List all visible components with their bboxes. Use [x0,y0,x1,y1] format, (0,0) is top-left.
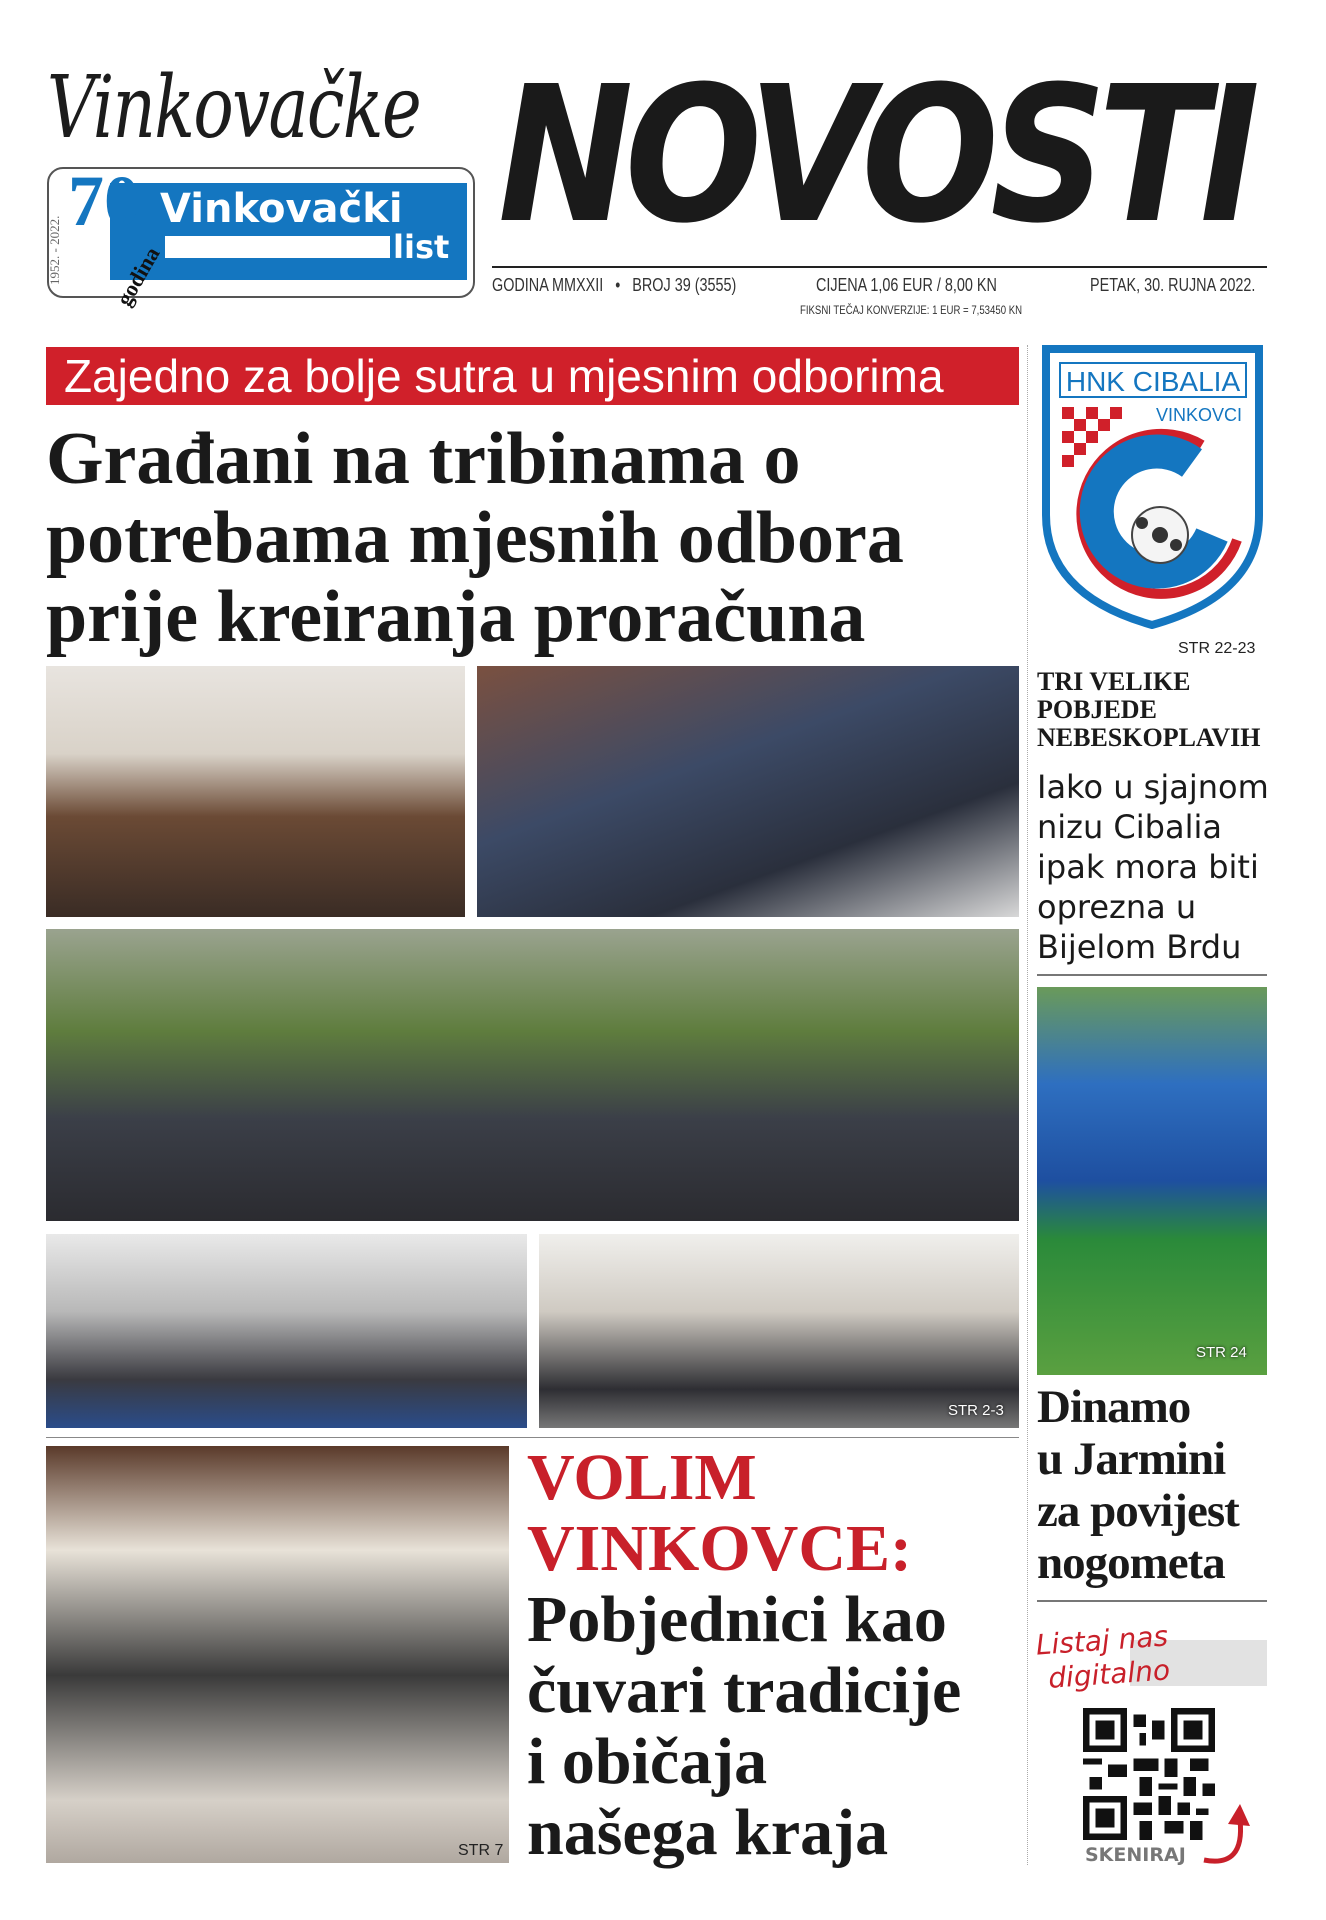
conversion-rate: FIKSNI TEČAJ KONVERZIJE: 1 EUR = 7,53450 KN [800,303,1023,317]
cta-line: digitalno [1047,1653,1172,1695]
year: GODINA MMXXII [492,275,604,295]
digital-cta [1035,1619,1172,1696]
photo-meeting-hall-4[interactable] [539,1234,1019,1428]
feature-headline-line: čuvari tradicije [527,1654,962,1727]
curved-arrow-icon [1200,1790,1256,1870]
dinamo-page-ref: STR 24 [1196,1344,1247,1361]
lead-page-ref: STR 2-3 [948,1402,1004,1419]
logo-godina: godina [111,242,165,310]
sidebar-rule [1037,1600,1267,1602]
feature-headline[interactable] [527,1442,961,1868]
title-line: za povijest [1037,1485,1239,1537]
logo-name: Vinkovački [160,186,403,232]
feature-page-ref: STR 7 [458,1842,504,1859]
scan-label: SKENIRAJ [1085,1844,1186,1866]
logo-list: list [393,228,450,266]
masthead-rule [492,266,1267,268]
year-label [492,275,736,296]
svg-text:HNK CIBALIA: HNK CIBALIA [1065,366,1241,397]
price: CIJENA 1,06 EUR / 8,00 KN [816,275,997,295]
title-line: u Jarmini [1037,1433,1226,1485]
hnk-cibalia-crest [1042,345,1263,629]
photo-meeting-hall-3[interactable] [46,1234,527,1428]
cta-line: Listaj nas [1034,1619,1170,1662]
cibalia-page-ref: STR 22-23 [1178,640,1256,657]
deck-line: Bijelom Brdu [1037,928,1242,966]
masthead-title: NOVOSTI [498,46,1252,265]
logo-70: 70 [68,161,140,241]
qr-code-icon[interactable] [1083,1708,1215,1840]
deck-line: Iako u sjajnom [1037,768,1269,806]
title-line: POBJEDE [1037,695,1157,724]
logo-years: 1952. - 2022. [47,215,62,285]
cibalia-deck [1037,767,1269,967]
photo-meeting-hall-1[interactable] [46,666,465,917]
title-line: nogometa [1037,1537,1225,1589]
title-line: TRI VELIKE [1037,667,1191,696]
cibalia-title[interactable] [1037,668,1260,752]
date: PETAK, 30. RUJNA 2022. [1090,275,1256,295]
logo-white-bar [165,236,390,258]
title-line: NEBESKOPLAVIH [1037,723,1261,752]
bullet: • [615,275,621,295]
feature-headline-line: našega kraja [527,1796,889,1869]
sidebar-rule [1037,974,1267,976]
masthead-script-title: Vinkovačke [47,58,421,158]
deck-line: nizu Cibalia [1037,808,1222,846]
title-line: Dinamo [1037,1381,1191,1433]
photo-outdoor-gathering[interactable] [46,929,1019,1221]
section-rule [46,1437,1019,1438]
deck-line: oprezna u [1037,888,1197,926]
lead-kicker: Zajedno za bolje sutra u mjesnim odborima [46,347,1019,405]
photo-award-winners[interactable] [46,1446,509,1863]
deck-line: ipak mora biti [1037,848,1259,886]
column-divider [1027,345,1028,1865]
photo-meeting-hall-2[interactable] [477,666,1019,917]
headline-line: prije kreiranja proračuna [46,576,866,658]
dinamo-title[interactable] [1037,1381,1239,1589]
headline-line: Građani na tribinama o [46,418,801,500]
headline-line: potrebama mjesnih odbora [46,497,904,579]
svg-text:VINKOVCI: VINKOVCI [1155,405,1242,425]
feature-headline-line: i običaja [527,1725,768,1798]
photo-football-match[interactable] [1037,987,1267,1375]
issue-number: BROJ 39 (3555) [632,275,737,295]
lead-headline[interactable] [46,420,904,657]
feature-kicker-line: VINKOVCE: [527,1512,913,1585]
feature-kicker-line: VOLIM [527,1441,757,1514]
feature-headline-line: Pobjednici kao [527,1583,947,1656]
